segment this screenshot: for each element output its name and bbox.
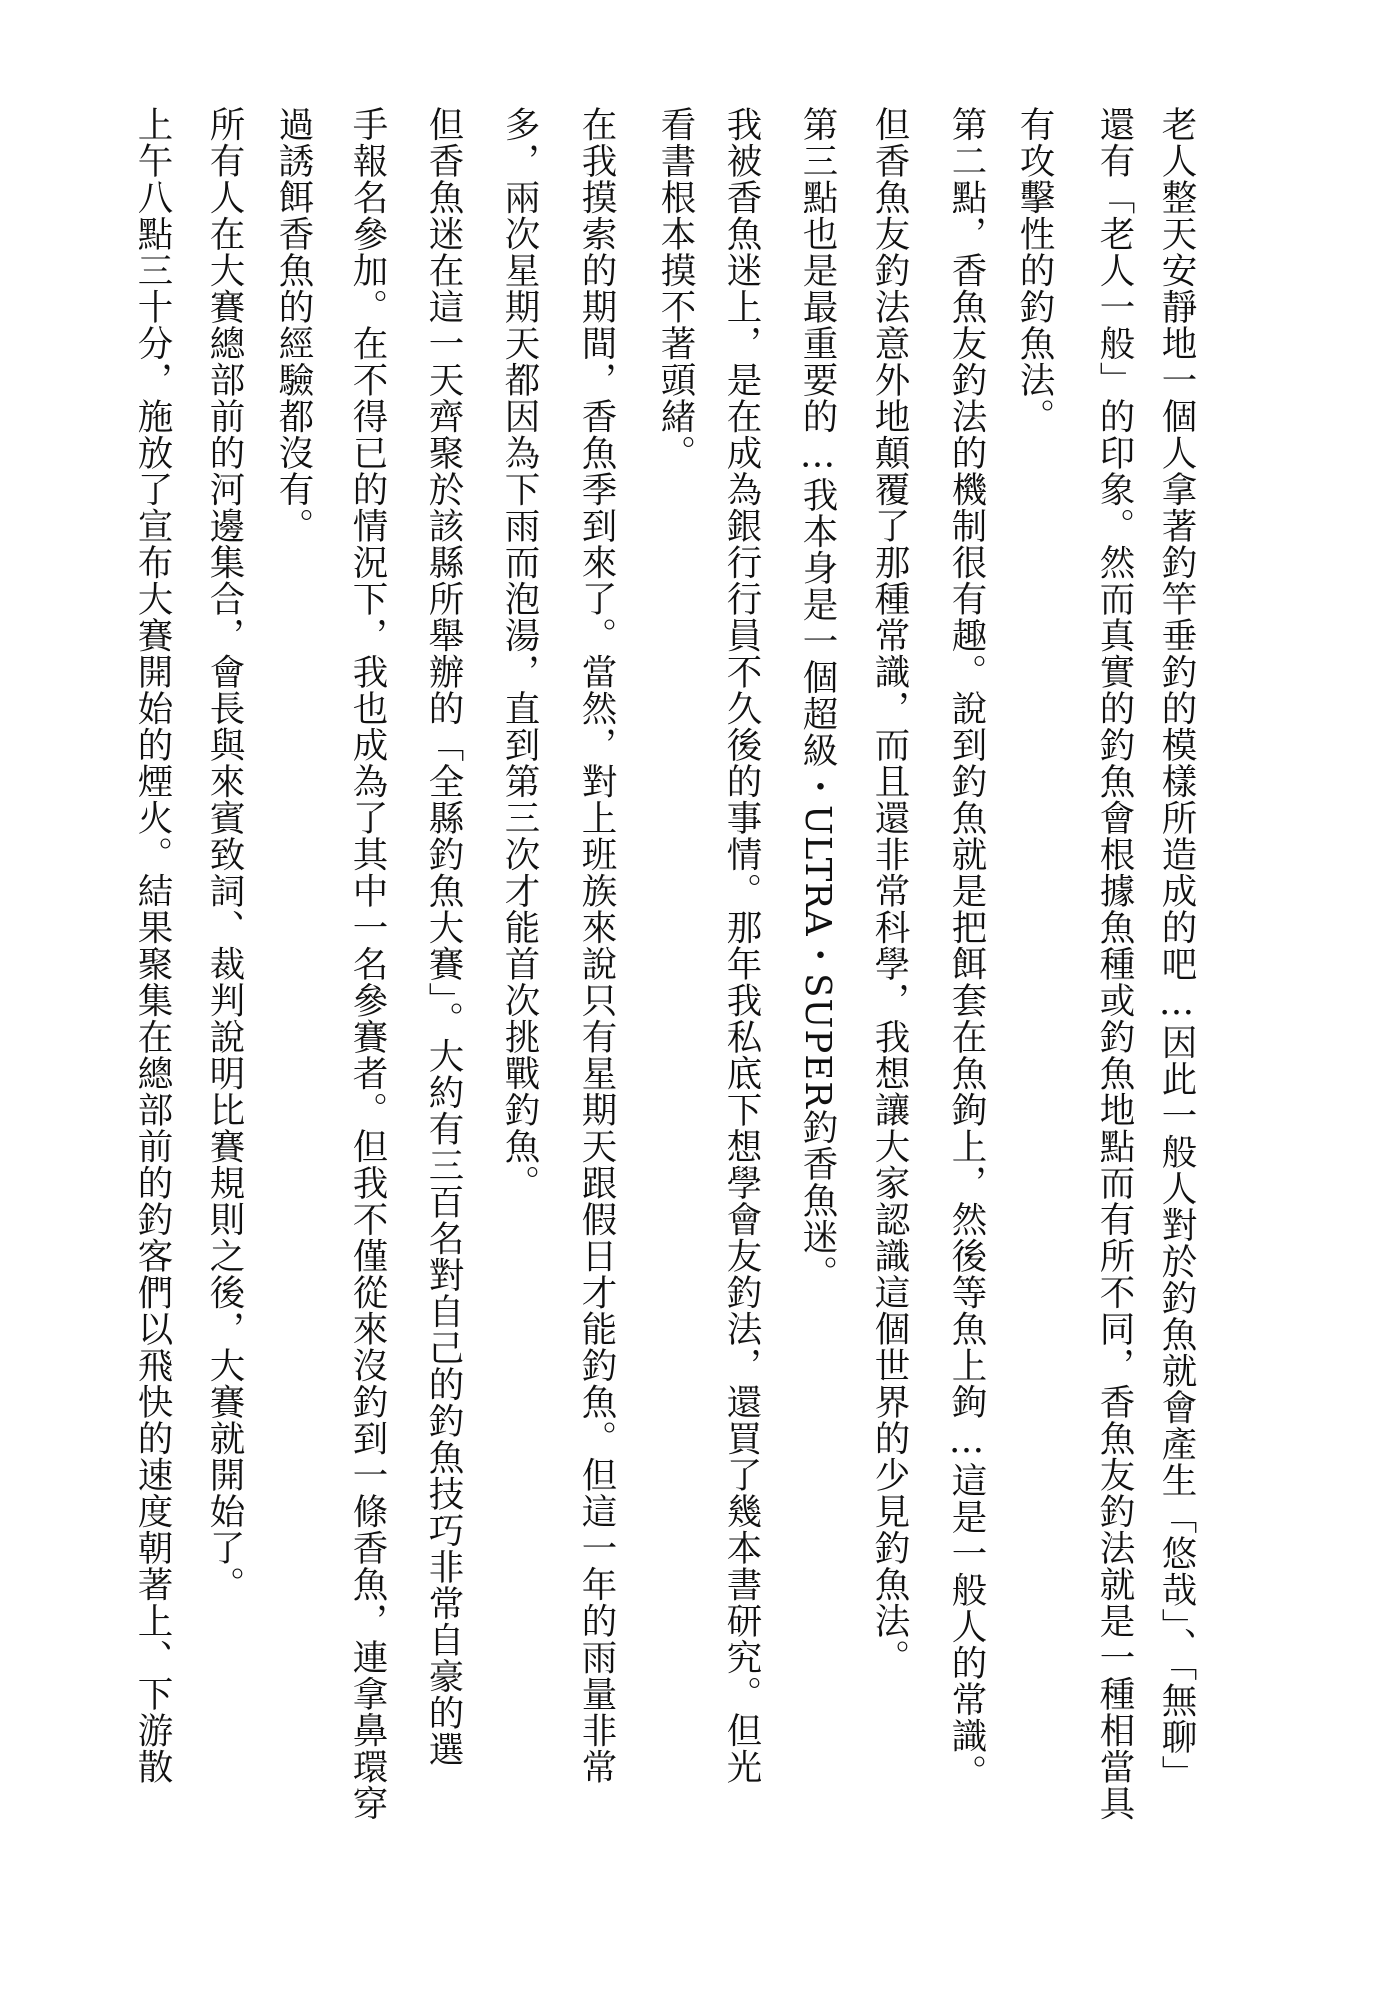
text-column-7: 我被香魚迷上，是在成為銀行行員不久後的事情。那年我私底下想學會友釣法，還買了幾本書研究。但光	[721, 106, 762, 1785]
text-column-6: 第三點也是最重要的…我本身是一個超級・ULTRA・SUPER釣香魚迷。	[797, 106, 838, 1292]
text-column-13: 過誘餌香魚的經驗都沒有。	[273, 106, 314, 544]
text-column-10: 多，兩次星期天都因為下雨而泡湯，直到第三次才能首次挑戰釣魚。	[499, 106, 540, 1201]
text-column-5: 但香魚友釣法意外地顛覆了那種常識，而且還非常科學，我想讓大家認識這個世界的少見釣魚法。	[869, 106, 910, 1676]
text-column-4: 第二點，香魚友釣法的機制很有趣。說到釣魚就是把餌套在魚鉤上，然後等魚上鉤…這是一般人的常識。	[946, 106, 987, 1791]
text-column-11: 但香魚迷在這一天齊聚於該縣所舉辦的「全縣釣魚大賽」。大約有三百名對自己的釣魚技巧非常自豪的選	[423, 106, 464, 1768]
text-column-12: 手報名參加。在不得已的情況下，我也成為了其中一名參賽者。但我不僅從來沒釣到一條香魚，連拿鼻環穿	[347, 106, 388, 1822]
text-column-3: 有攻擊性的釣魚法。	[1014, 106, 1055, 435]
text-column-14: 所有人在大賽總部前的河邊集合，會長與來賓致詞、裁判說明比賽規則之後，大賽就開始了。	[204, 106, 245, 1603]
text-column-15: 上午八點三十分，施放了宣布大賽開始的煙火。結果聚集在總部前的釣客們以飛快的速度朝著上、下游散	[132, 106, 173, 1785]
text-column-8: 看書根本摸不著頭緒。	[655, 106, 696, 471]
text-column-2: 還有「老人一般」的印象。然而真實的釣魚會根據魚種或釣魚地點而有所不同，香魚友釣法就是一種相當具	[1094, 106, 1135, 1822]
text-column-1: 老人整天安靜地一個人拿著釣竿垂釣的模樣所造成的吧…因此一般人對於釣魚就會產生「悠哉」、「無聊」	[1156, 106, 1197, 1792]
text-column-9: 在我摸索的期間，香魚季到來了。當然，對上班族來說只有星期天跟假日才能釣魚。但這一年的雨量非常	[576, 106, 617, 1785]
